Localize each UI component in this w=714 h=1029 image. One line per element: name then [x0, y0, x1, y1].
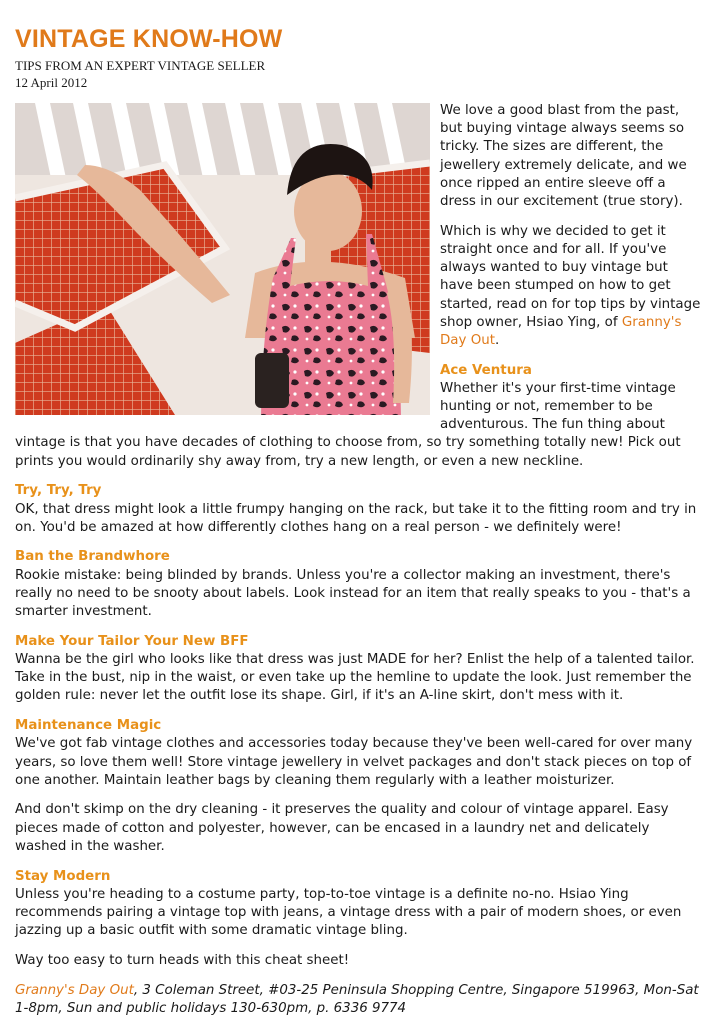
section-maintenance-magic	[15, 717, 701, 790]
section-body: OK, that dress might look a little frumpy hanging on the rack, but take it to the fitting room and try in on. You'd be amazed at how differently clothes hang on a real person - we definitely were!	[15, 501, 697, 535]
store-info	[15, 982, 701, 1018]
section-heading: Try, Try, Try	[15, 483, 102, 499]
section-body: Wanna be the girl who looks like that dress was just MADE for her? Enlist the help of a talented tailor. Take in the bust, nip in the waist, or even take up the hemline to update the look. Just remember the golden rule: never let the outfit lose its shape. Girl, if it's an A-line skirt, don't mess with it.	[15, 651, 695, 704]
article-title: VINTAGE KNOW-HOW	[15, 25, 283, 53]
closing-line: Way too easy to turn heads with this cheat sheet!	[15, 952, 350, 968]
article-subtitle: TIPS FROM AN EXPERT VINTAGE SELLER	[15, 58, 266, 73]
section-stay-modern	[15, 868, 701, 941]
section-heading: Ace Ventura	[440, 362, 532, 378]
article-body	[15, 102, 701, 1018]
section-heading: Maintenance Magic	[15, 718, 162, 734]
article	[15, 22, 701, 1029]
grannys-day-out-link[interactable]: Granny's Day Out	[440, 314, 682, 348]
article-photo	[15, 103, 430, 415]
intro-paragraph-2-end: .	[494, 332, 500, 348]
section-body: Whether it's your first-time vintage hunting or not, remember to be adventurous. The fun thing about vintage is that you have decades of clothing to choose from, so try something totally new! Pick out prints you would ordinarily shy away from, try a new length, or even a new neckline.	[15, 380, 681, 469]
section-heading: Make Your Tailor Your New BFF	[15, 633, 249, 649]
section-heading: Ban the Brandwhore	[15, 549, 170, 565]
section-tailor	[15, 633, 701, 706]
intro-paragraph-2-text: Which is why we decided to get it straight once and for all. If you've always wanted to buy vintage but have been stumped on how to get started, read on for top tips by vintage shop owner, Hsiao Ying, of	[440, 223, 701, 330]
maintenance-extra-paragraph: And don't skimp on the dry cleaning - it preserves the quality and colour of vintage apparel. Easy pieces made of cotton and polyester, however, can be encased in a laundry net and delicately washed in the washer.	[15, 802, 669, 854]
store-details: , 3 Coleman Street, #03-25 Peninsula Shopping Centre, Singapore 519963, Mon-Sat 1-8pm, Sun and public holidays 130-630pm, p. 6336 9774	[15, 982, 699, 1016]
section-heading: Stay Modern	[15, 868, 111, 884]
article-date: 12 April 2012	[15, 75, 88, 90]
section-body: We've got fab vintage clothes and accessories today because they've been well-cared for over many years, so love them well! Store vintage jewellery in velvet packages and don't stack pieces on top of one another. Maintain leather bags by cleaning them regularly with a leather moisturizer.	[15, 736, 693, 788]
section-body: Rookie mistake: being blinded by brands. Unless you're a collector making an investment, there's really no need to be snooty about labels. Look instead for an item that really speaks to you - that's a smarter investment.	[15, 567, 691, 620]
section-ban-the-brandwhore	[15, 548, 701, 621]
section-body: Unless you're heading to a costume party, top-to-toe vintage is a definite no-no. Hsiao Ying recommends pairing a vintage top with jeans, a vintage dress with a pair of modern shoes, or even jazzing up a basic outfit with some dramatic vintage bling.	[15, 886, 682, 939]
intro-paragraph-1: We love a good blast from the past, but buying vintage always seems so tricky. The sizes are different, the jewellery extremely delicate, and we once ripped an entire sleeve off a dress in our excitement (true story).	[440, 103, 687, 210]
section-try-try-try	[15, 482, 701, 537]
store-link[interactable]: Granny's Day Out	[15, 982, 134, 998]
